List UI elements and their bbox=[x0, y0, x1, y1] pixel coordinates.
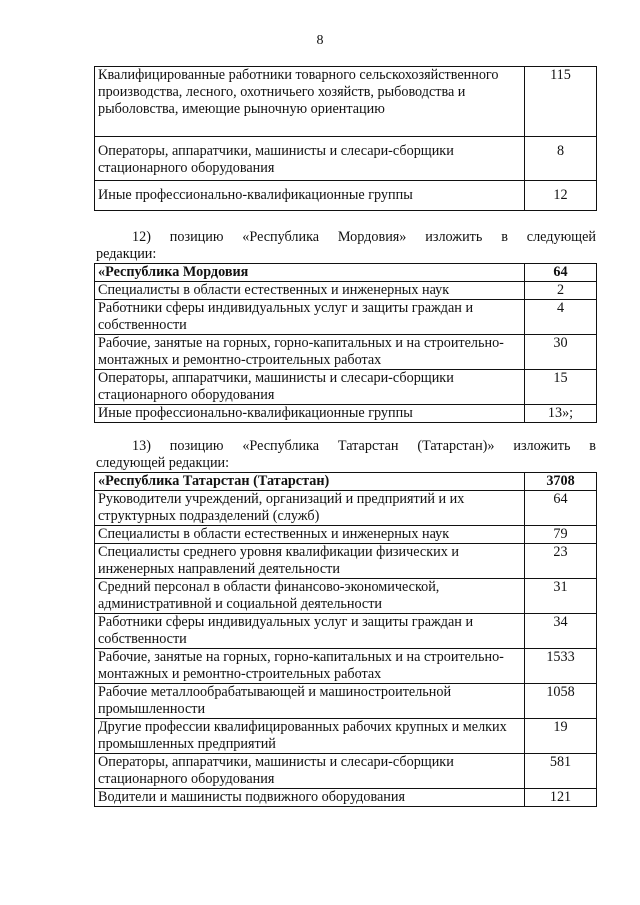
table-row bbox=[95, 684, 597, 719]
row-value: 23 bbox=[525, 544, 597, 579]
table-row bbox=[95, 579, 597, 614]
row-value: 2 bbox=[525, 282, 597, 300]
row-label: Специалисты в области естественных и инженерных наук bbox=[95, 526, 525, 544]
row-label: Работники сферы индивидуальных услуг и защиты граждан и собственности bbox=[95, 614, 525, 649]
row-value: 64 bbox=[525, 491, 597, 526]
row-label: Рабочие, занятые на горных, горно-капитальных и на строительно-монтажных и ремонтно-строительных работах bbox=[95, 649, 525, 684]
row-label: Руководители учреждений, организаций и предприятий и их структурных подразделений (служб) bbox=[95, 491, 525, 526]
table-row bbox=[95, 181, 597, 211]
row-value: 34 bbox=[525, 614, 597, 649]
row-value: 115 bbox=[525, 67, 597, 137]
table-tatarstan bbox=[94, 472, 597, 807]
row-value: 4 bbox=[525, 300, 597, 335]
row-value: 30 bbox=[525, 335, 597, 370]
table-header-row bbox=[95, 473, 597, 491]
table-row bbox=[95, 300, 597, 335]
paragraph-12-line2: редакции: bbox=[96, 246, 157, 262]
region-name: «Республика Мордовия bbox=[95, 264, 525, 282]
row-label: Иные профессионально-квалификационные группы bbox=[95, 405, 525, 423]
row-label: Другие профессии квалифицированных рабочих крупных и мелких промышленных предприятий bbox=[95, 719, 525, 754]
row-value: 31 bbox=[525, 579, 597, 614]
row-value: 19 bbox=[525, 719, 597, 754]
row-label: Операторы, аппаратчики, машинисты и слесари-сборщики стационарного оборудования bbox=[95, 370, 525, 405]
row-value: 121 bbox=[525, 789, 597, 807]
table-row bbox=[95, 544, 597, 579]
region-total: 3708 bbox=[525, 473, 597, 491]
row-value: 581 bbox=[525, 754, 597, 789]
row-label: Водители и машинисты подвижного оборудования bbox=[95, 789, 525, 807]
row-label: Специалисты в области естественных и инженерных наук bbox=[95, 282, 525, 300]
row-value: 15 bbox=[525, 370, 597, 405]
table-header-row bbox=[95, 264, 597, 282]
row-label: Средний персонал в области финансово-экономической, административной и социальной деятельности bbox=[95, 579, 525, 614]
paragraph-13-line2: следующей редакции: bbox=[96, 455, 230, 471]
row-value: 8 bbox=[525, 137, 597, 181]
row-label: Иные профессионально-квалификационные группы bbox=[95, 181, 525, 211]
row-label: Рабочие металлообрабатывающей и машиностроительной промышленности bbox=[95, 684, 525, 719]
row-value: 13»; bbox=[525, 405, 597, 423]
table-row bbox=[95, 789, 597, 807]
table-row bbox=[95, 370, 597, 405]
table-row bbox=[95, 67, 597, 137]
table-row bbox=[95, 405, 597, 423]
table-row bbox=[95, 649, 597, 684]
table-row bbox=[95, 526, 597, 544]
row-label: Специалисты среднего уровня квалификации физических и инженерных направлений деятельности bbox=[95, 544, 525, 579]
table-row bbox=[95, 754, 597, 789]
row-label: Операторы, аппаратчики, машинисты и слесари-сборщики стационарного оборудования bbox=[95, 137, 525, 181]
row-label: Работники сферы индивидуальных услуг и защиты граждан и собственности bbox=[95, 300, 525, 335]
table-mordovia bbox=[94, 263, 597, 423]
table-row bbox=[95, 282, 597, 300]
row-label: Квалифицированные работники товарного сельскохозяйственного производства, лесного, охотничьего хозяйств, рыбоводства и рыболовства, имеющие рыночную ориентацию bbox=[95, 67, 525, 137]
row-value: 12 bbox=[525, 181, 597, 211]
row-label: Операторы, аппаратчики, машинисты и слесари-сборщики стационарного оборудования bbox=[95, 754, 525, 789]
table-row bbox=[95, 137, 597, 181]
row-value: 79 bbox=[525, 526, 597, 544]
table-row bbox=[95, 719, 597, 754]
table-continuation bbox=[94, 66, 597, 211]
table-row bbox=[95, 335, 597, 370]
region-name: «Республика Татарстан (Татарстан) bbox=[95, 473, 525, 491]
row-label: Рабочие, занятые на горных, горно-капитальных и на строительно-монтажных и ремонтно-строительных работах bbox=[95, 335, 525, 370]
paragraph-12-line1: 12) позицию «Республика Мордовия» изложить в следующей bbox=[132, 229, 596, 245]
paragraph-13-line1: 13) позицию «Республика Татарстан (Татарстан)» изложить в bbox=[132, 438, 596, 454]
row-value: 1058 bbox=[525, 684, 597, 719]
row-value: 1533 bbox=[525, 649, 597, 684]
table-row bbox=[95, 614, 597, 649]
region-total: 64 bbox=[525, 264, 597, 282]
table-row bbox=[95, 491, 597, 526]
page-number: 8 bbox=[316, 33, 324, 48]
